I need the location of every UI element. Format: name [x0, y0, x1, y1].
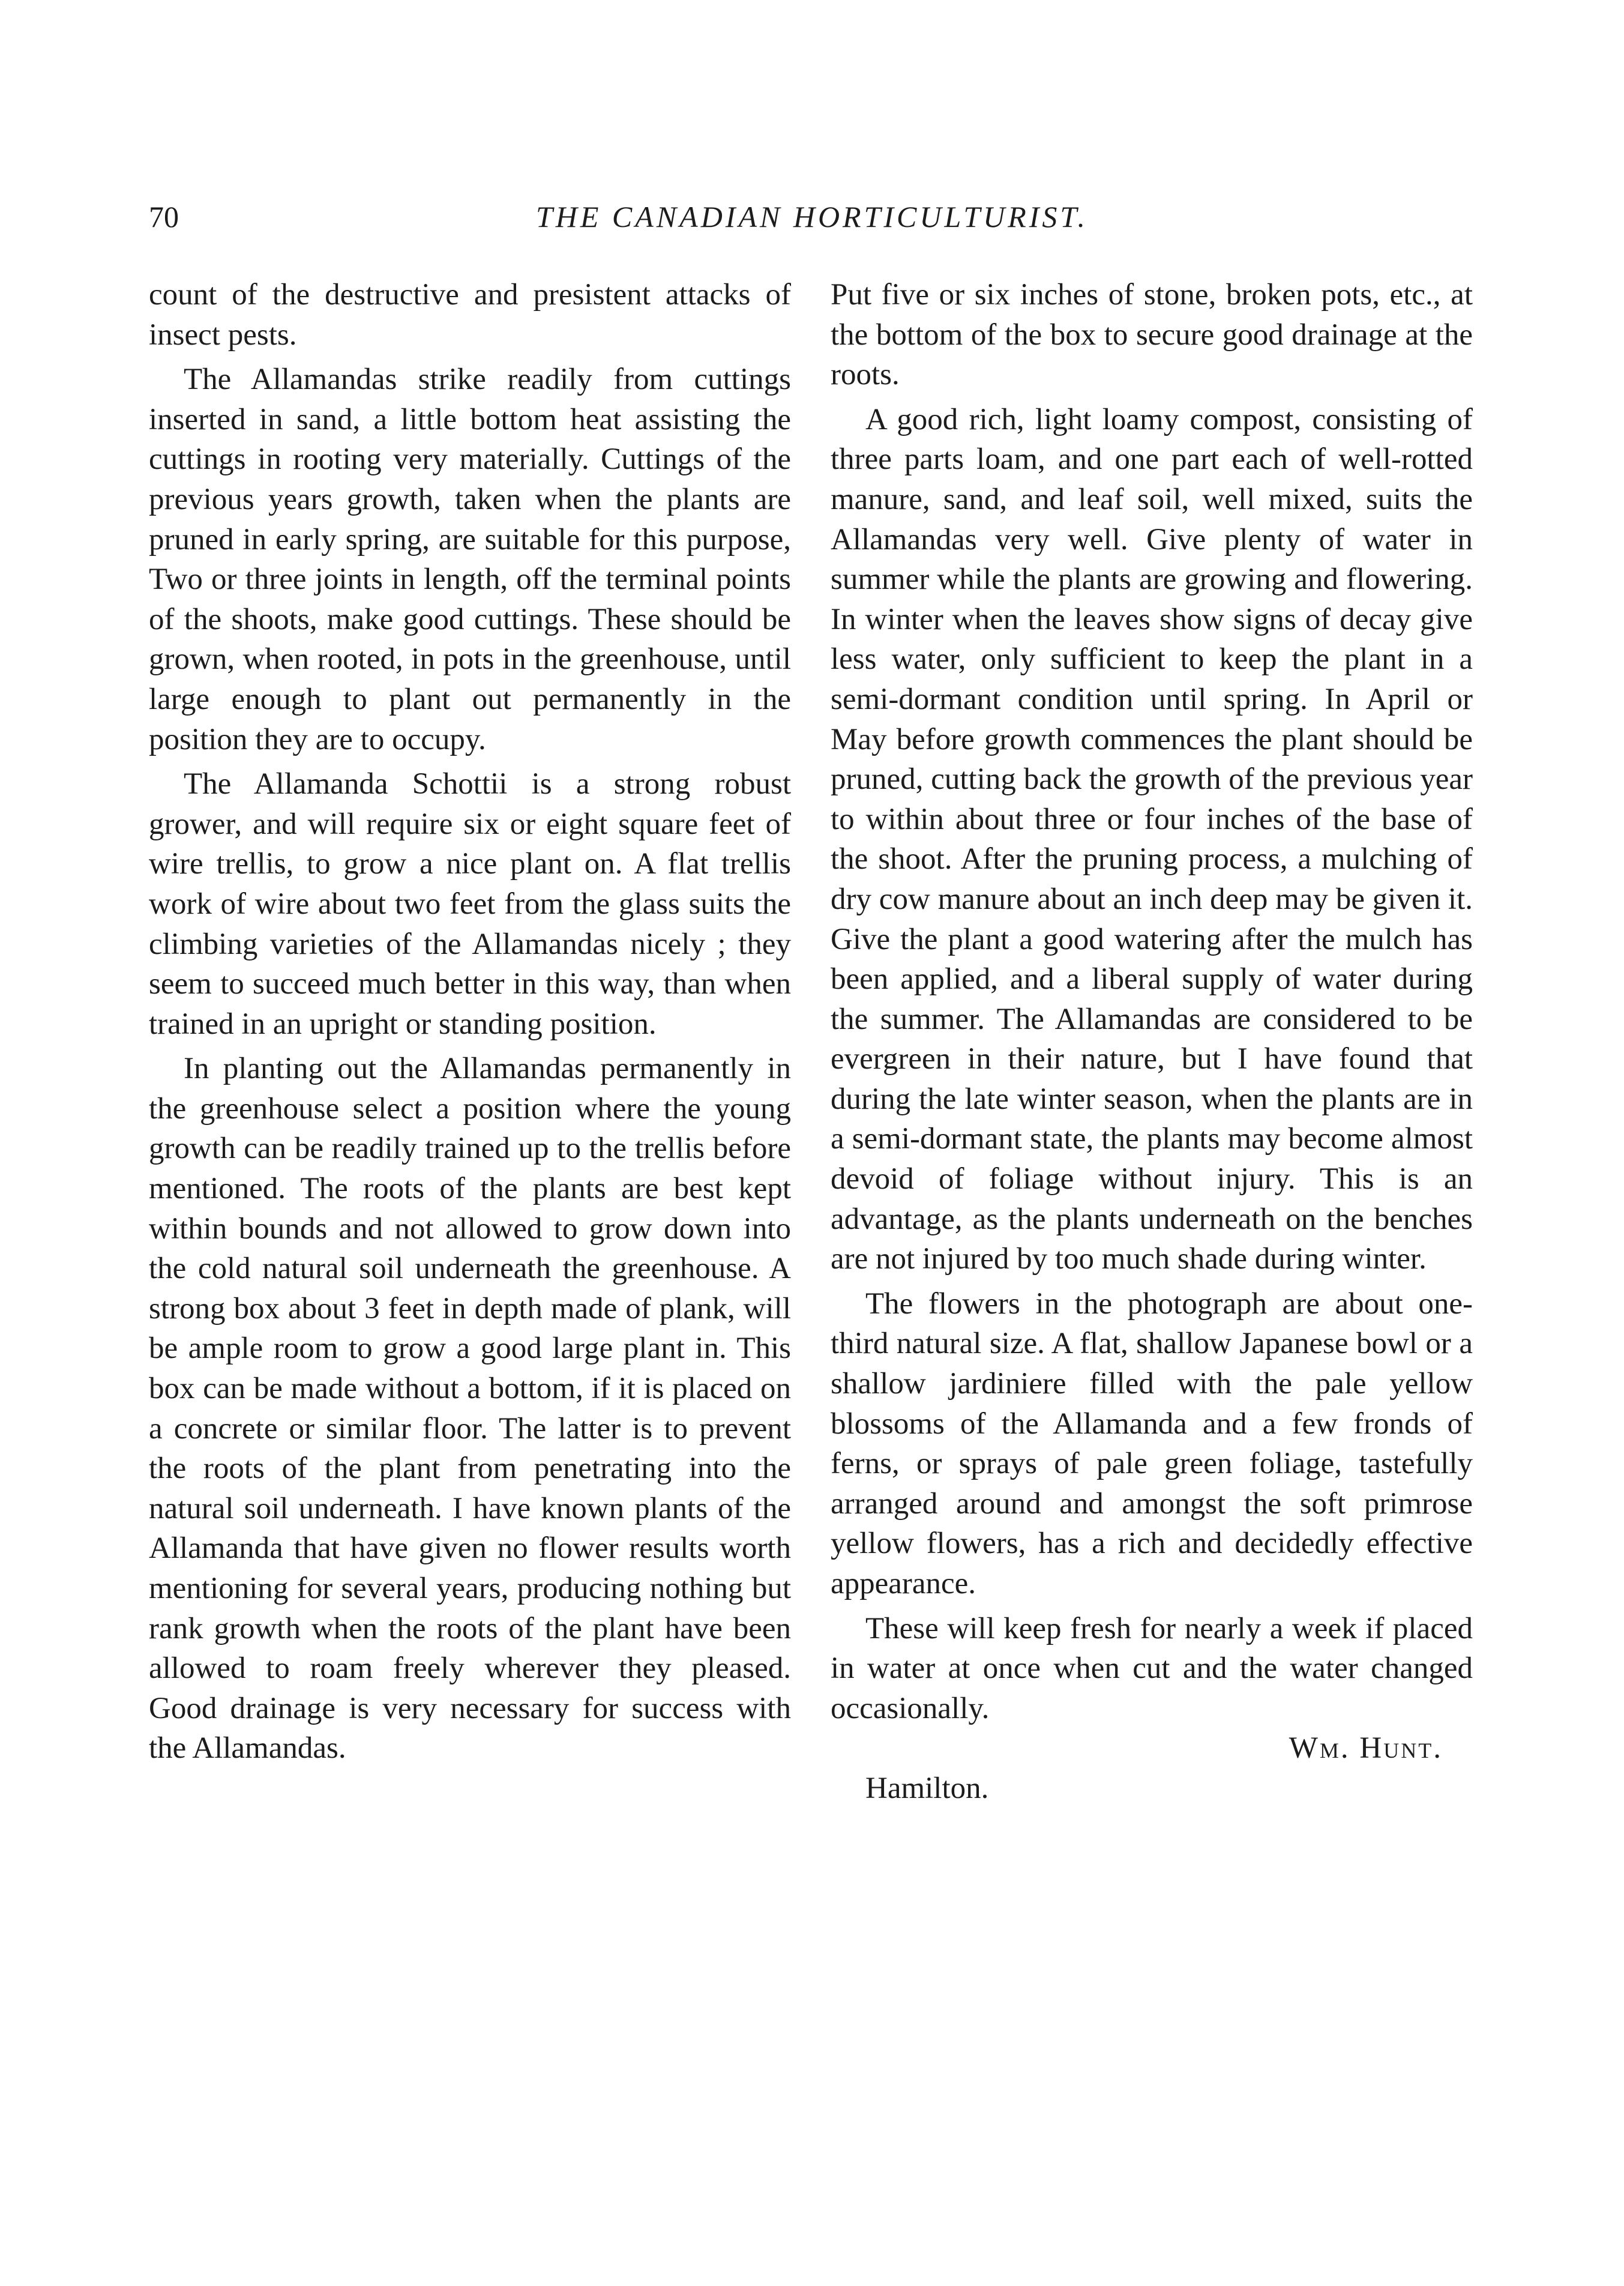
paragraph: A good rich, light loamy compost, consisting of three parts loam, and one part each of well-rotted manure, sand, and leaf soil, well mixed, suits the Allamandas very well. Give plenty of water in summer while the plants are growing and flowering. In winter when the leaves show signs of decay give less water, only sufficient to keep the plant in a semi-dormant condition until spring. In April or May before growth commences the plant should be pruned, cutting back the growth of the previous year to within about three or four inches of the base of the shoot. After the pruning process, a mulching of dry cow manure about an inch deep may be given it. Give the plant a good watering after the mulch has been applied, and a liberal supply of water during the summer. The Allamandas are considered to be evergreen in their nature, but I have found that during the late winter season, when the plants are in a semi-dormant state, the plants may become almost devoid of foliage without injury. This is an advantage, as the plants underneath on the benches are not injured by too much shade during winter. — [831, 402, 1473, 1276]
paragraph: These will keep fresh for nearly a week if placed in water at once when cut and the water changed occasionally. — [831, 1611, 1473, 1725]
paragraph: The flowers in the photograph are about one-third natural size. A flat, shallow Japanese bowl or a shallow jardiniere filled with the pale yellow blossoms of the Allamanda and a few fronds of ferns, or sprays of pale green foliage, tastefully arranged around and amongst the soft primrose yellow flowers, has a rich and decidedly effective appearance. — [831, 1286, 1473, 1600]
right-column — [831, 275, 1473, 1809]
paragraph: The Allamandas strike readily from cuttings inserted in sand, a little bottom heat assisting the cuttings in rooting very materially. Cuttings of the previous years growth, taken when the plants are pruned in early spring, are suitable for this purpose, Two or three joints in length, off the terminal points of the shoots, make good cuttings. These should be grown, when rooted, in pots in the greenhouse, until large enough to plant out permanently in the position they are to occupy. — [149, 363, 791, 756]
author-place: Hamilton. — [865, 1771, 989, 1805]
page-number: 70 — [149, 200, 179, 234]
author-signature: Wm. Hunt. — [1289, 1731, 1443, 1766]
paragraph: The Allamanda Schottii is a strong robust grower, and will require six or eight square feet of wire trellis, to grow a nice plant on. A flat trellis work of wire about two feet from the glass suits the climbing varieties of the Allamandas nicely ; they seem to succeed much better in this way, than when trained in an upright or standing position. — [149, 767, 791, 1041]
left-column — [149, 275, 791, 1769]
paragraph: count of the destructive and presistent attacks of insect pests. — [149, 278, 791, 352]
paragraph: Put five or six inches of stone, broken pots, etc., at the bottom of the box to secure good drainage at the roots. — [831, 278, 1473, 392]
running-title: THE CANADIAN HORTICULTURIST. — [535, 200, 1089, 234]
paragraph: In planting out the Allamandas permanently in the greenhouse select a position where the young growth can be readily trained up to the trellis before mentioned. The roots of the plants are best kept within bounds and not allowed to grow down into the cold natural soil underneath the greenhouse. A strong box about 3 feet in depth made of plank, will be ample room to grow a good large plant in. This box can be made without a bottom, if it is placed on a concrete or similar floor. The latter is to prevent the roots of the plant from penetrating into the natural soil underneath. I have known plants of the Allamanda that have given no flower results worth mentioning for several years, producing nothing but rank growth when the roots of the plant have been allowed to roam freely wherever they pleased. Good drainage is very necessary for success with the Allamandas. — [149, 1052, 791, 1766]
